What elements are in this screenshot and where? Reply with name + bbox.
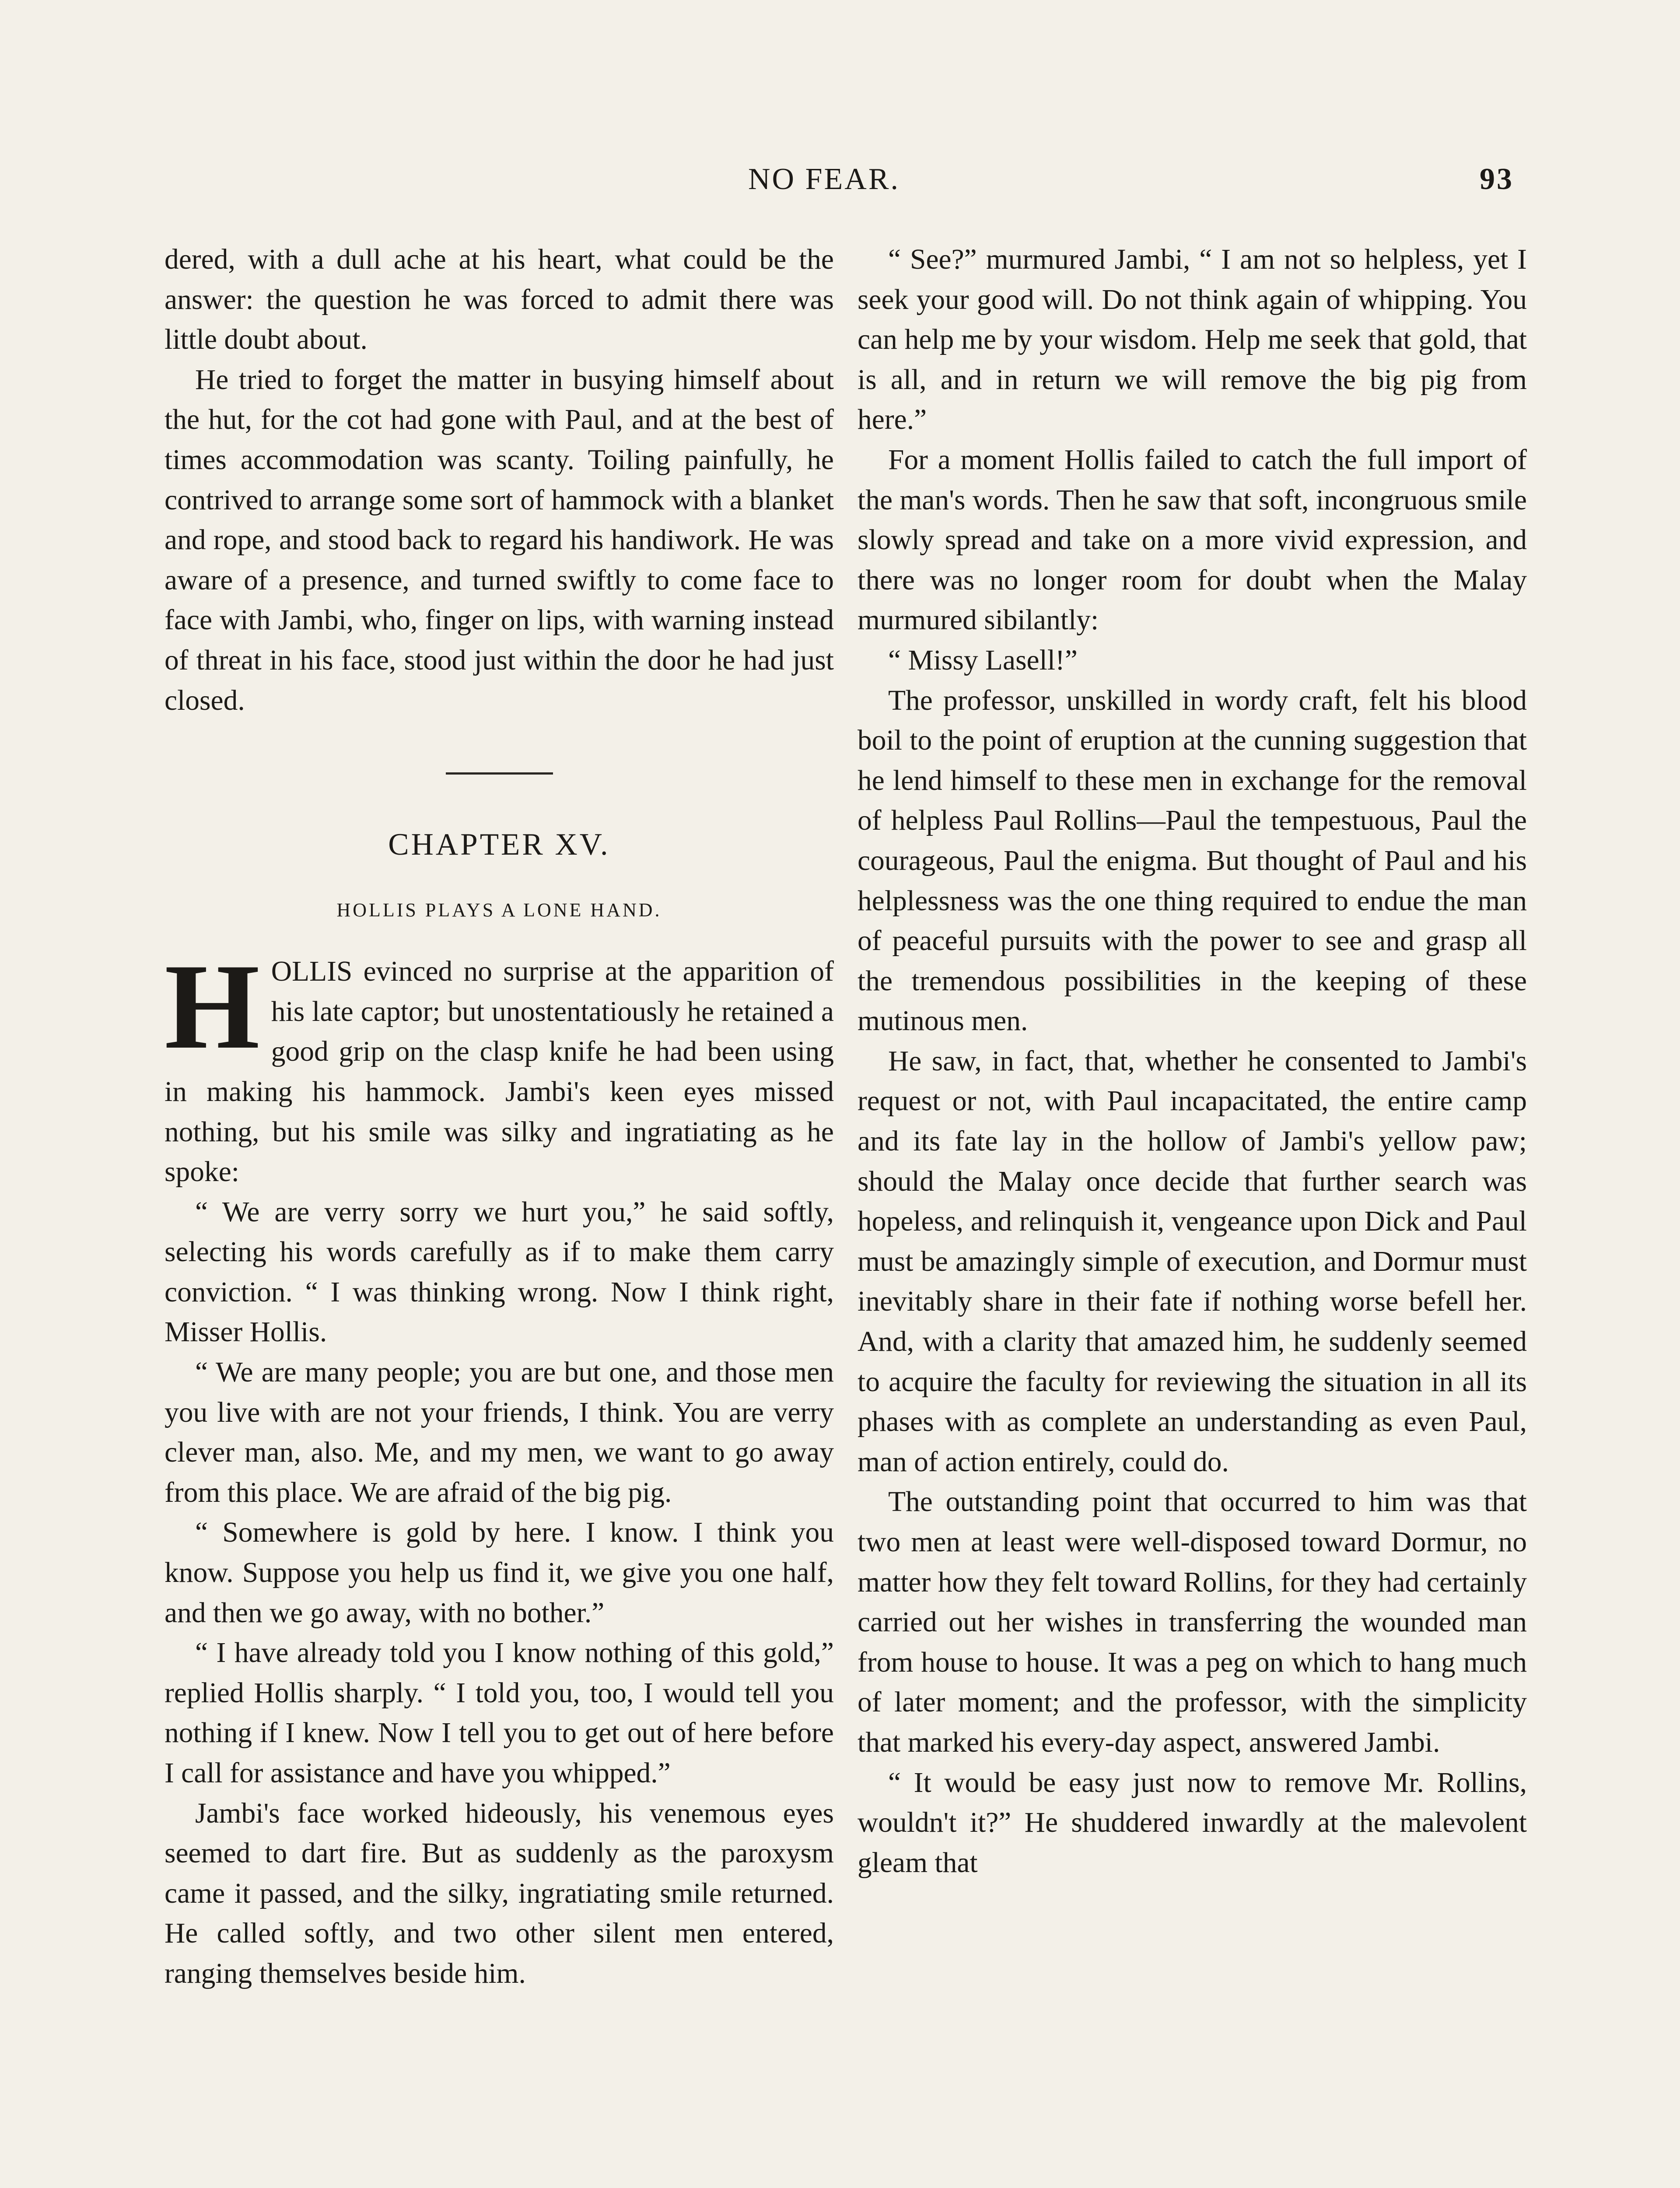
paragraph: He tried to forget the matter in busying himself about the hut, for the cot had gone with Paul, and at the best of times accommodation was scanty. Toiling painfully, he contrived to arrange some sort of hammock with a blanket and rope, and stood back to regard his handiwork. He was aware of a presence, and turned swiftly to come face to face with Jambi, who, finger on lips, with warning instead of threat in his face, stood just within the door he had just closed. (164, 364, 834, 716)
paragraph: “ We are verry sorry we hurt you,” he said softly, selecting his words carefully as if to make them carry conviction. “ I was thinking wrong. Now I think right, Misser Hollis. (164, 1196, 834, 1348)
page-number: 93 (1480, 162, 1514, 196)
paragraph: “ See?” murmured Jambi, “ I am not so helpless, yet I seek your good will. Do not think again of whipping. You can help me by your wisdom. Help me seek that gold, that is all, and in return we will remove the big pig from here.” (858, 244, 1527, 436)
paragraph: “ It would be easy just now to remove Mr. Rollins, wouldn't it?” He shuddered inwardly at the malevolent gleam that (858, 1767, 1527, 1879)
paragraph: Jambi's face worked hideously, his venemous eyes seemed to dart fire. But as suddenly as the paroxysm came it passed, and the silky, ingratiating smile returned. He called softly, and two other silent men entered, ranging themselves beside him. (164, 1797, 834, 1989)
paragraph: dered, with a dull ache at his heart, what could be the answer: the question he was forced to admit there was little doubt about. (164, 244, 834, 356)
paragraph: The professor, unskilled in wordy craft, felt his blood boil to the point of eruption at the cunning suggestion that he lend himself to these men in exchange for the removal of helpless Paul Rollins—Paul the tempestuous, Paul the courageous, Paul the enigma. But thought of Paul and his helplessness was the one thing required to endue the man of peaceful pursuits with the power to see and grasp all the tremendous possibilities in the keeping of these mutinous men. (858, 684, 1527, 1037)
paragraph: “ I have already told you I know nothing of this gold,” replied Hollis sharply. “ I told you, too, I would tell you nothing if I knew. Now I tell you to get out of here before I call for assistance and have you whipped.” (164, 1637, 834, 1789)
chapter-title: CHAPTER XV. (388, 828, 610, 862)
right-column (858, 240, 1527, 1883)
paragraph: The outstanding point that occurred to him was that two men at least were well-disposed toward Dormur, no matter how they felt toward Rollins, for they had certainly carried out her wishes in transferring the wounded man from house to house. It was a peg on which to hang much of later moment; and the professor, with the simplicity that marked his every-day aspect, answered Jambi. (858, 1486, 1527, 1758)
chapter-subtitle: HOLLIS PLAYS A LONE HAND. (336, 899, 662, 921)
chapter-opening-text: OLLIS evinced no surprise at the apparition of his late captor; but unostentatiously he retained a good grip on the clasp knife he had been using in making his hammock. Jambi's keen eyes missed nothing, but his smile was silky and ingratiating as he spoke: (164, 956, 834, 1188)
paragraph: He saw, in fact, that, whether he consented to Jambi's request or not, with Paul incapacitated, the entire camp and its fate lay in the hollow of Jambi's yellow paw; should the Malay once decide that further search was hopeless, and relinquish it, vengeance upon Dick and Paul must be amazingly simple of execution, and Dormur must inevitably share in their fate if nothing worse befell her. And, with a clarity that amazed him, he suddenly seemed to acquire the faculty for reviewing the situation in all its phases with as complete an understanding as even Paul, man of action entirely, could do. (858, 1045, 1527, 1478)
chapter-opening-paragraph (164, 938, 834, 1192)
running-title: NO FEAR. (748, 162, 900, 196)
paragraph: “ We are many people; you are but one, and those men you live with are not your friends, I think. You are verry clever man, also. Me, and my men, we want to go away from this place. We are afraid of the big pig. (164, 1357, 834, 1508)
paragraph: “ Missy Lasell!” (888, 644, 1078, 676)
running-header (0, 162, 1680, 206)
paragraph: For a moment Hollis failed to catch the full import of the man's words. Then he saw that soft, incongruous smile slowly spread and take on a more vivid expression, and there was no longer room for doubt when the Malay murmured sibilantly: (858, 444, 1527, 636)
left-column (164, 240, 834, 1994)
drop-cap: H (164, 938, 260, 1075)
section-divider (446, 772, 553, 775)
paragraph: “ Somewhere is gold by here. I know. I think you know. Suppose you help us find it, we give you one half, and then we go away, with no bother.” (164, 1517, 834, 1629)
